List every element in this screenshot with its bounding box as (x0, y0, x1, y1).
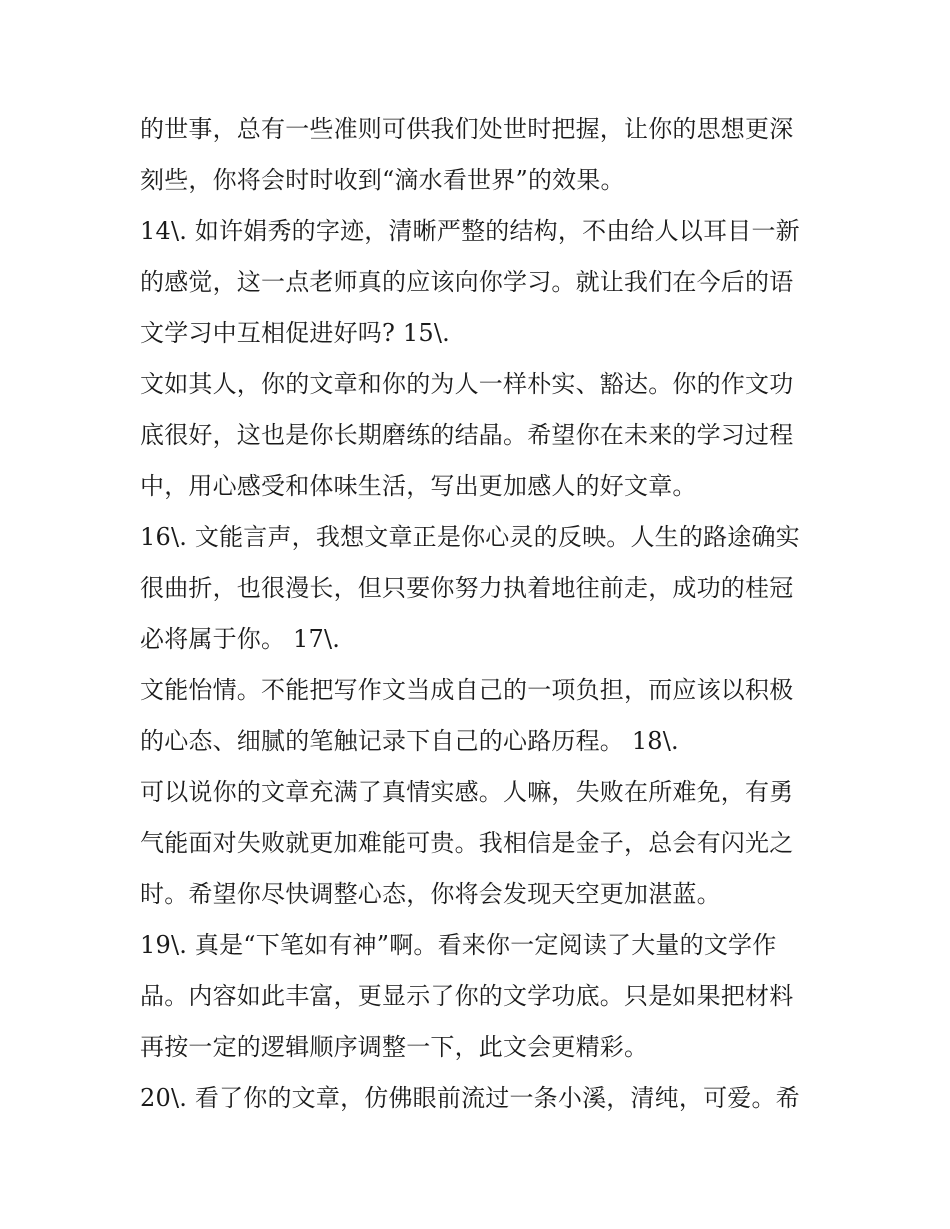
text-line: 中，用心感受和体味生活，写出更加感人的好文章。 (140, 472, 697, 500)
text-line: 19\. 真是“下笔如有神”啊。看来你一定阅读了大量的文学作 (140, 931, 777, 959)
text-line: 的感觉，这一点老师真的应该向你学习。就让我们在今后的语 (140, 268, 794, 296)
text-line: 的心态、细腻的笔触记录下自己的心路历程。 18\. (140, 727, 679, 755)
document-body (140, 104, 820, 1124)
text-line: 底很好，这也是你长期磨练的结晶。希望你在未来的学习过程 (140, 421, 794, 449)
text-line: 20\. 看了你的文章，仿佛眼前流过一条小溪，清纯，可爱。希 (140, 1084, 800, 1112)
text-line: 再按一定的逻辑顺序调整一下，此文会更精彩。 (140, 1033, 649, 1061)
text-line: 的世事，总有一些准则可供我们处世时把握，让你的思想更深 (140, 115, 794, 143)
text-line: 14\. 如许娟秀的字迹，清晰严整的结构，不由给人以耳目一新 (140, 217, 800, 245)
text-line: 文如其人，你的文章和你的为人一样朴实、豁达。你的作文功 (140, 370, 794, 398)
text-line: 品。内容如此丰富，更显示了你的文学功底。只是如果把材料 (140, 982, 794, 1010)
text-line: 气能面对失败就更加难能可贵。我相信是金子，总会有闪光之 (140, 829, 794, 857)
text-line: 文能怡情。不能把写作文当成自己的一项负担，而应该以积极 (140, 676, 794, 704)
text-line: 很曲折，也很漫长，但只要你努力执着地往前走，成功的桂冠 (140, 574, 794, 602)
text-line: 刻些，你将会时时收到“滴水看世界”的效果。 (140, 166, 625, 194)
text-line: 时。希望你尽快调整心态，你将会发现天空更加湛蓝。 (140, 880, 721, 908)
text-line: 可以说你的文章充满了真情实感。人嘛，失败在所难免，有勇 (140, 778, 794, 806)
text-line: 必将属于你。 17\. (140, 625, 341, 653)
text-line: 16\. 文能言声，我想文章正是你心灵的反映。人生的路途确实 (140, 523, 800, 551)
text-line: 文学习中互相促进好吗? 15\. (140, 319, 450, 347)
